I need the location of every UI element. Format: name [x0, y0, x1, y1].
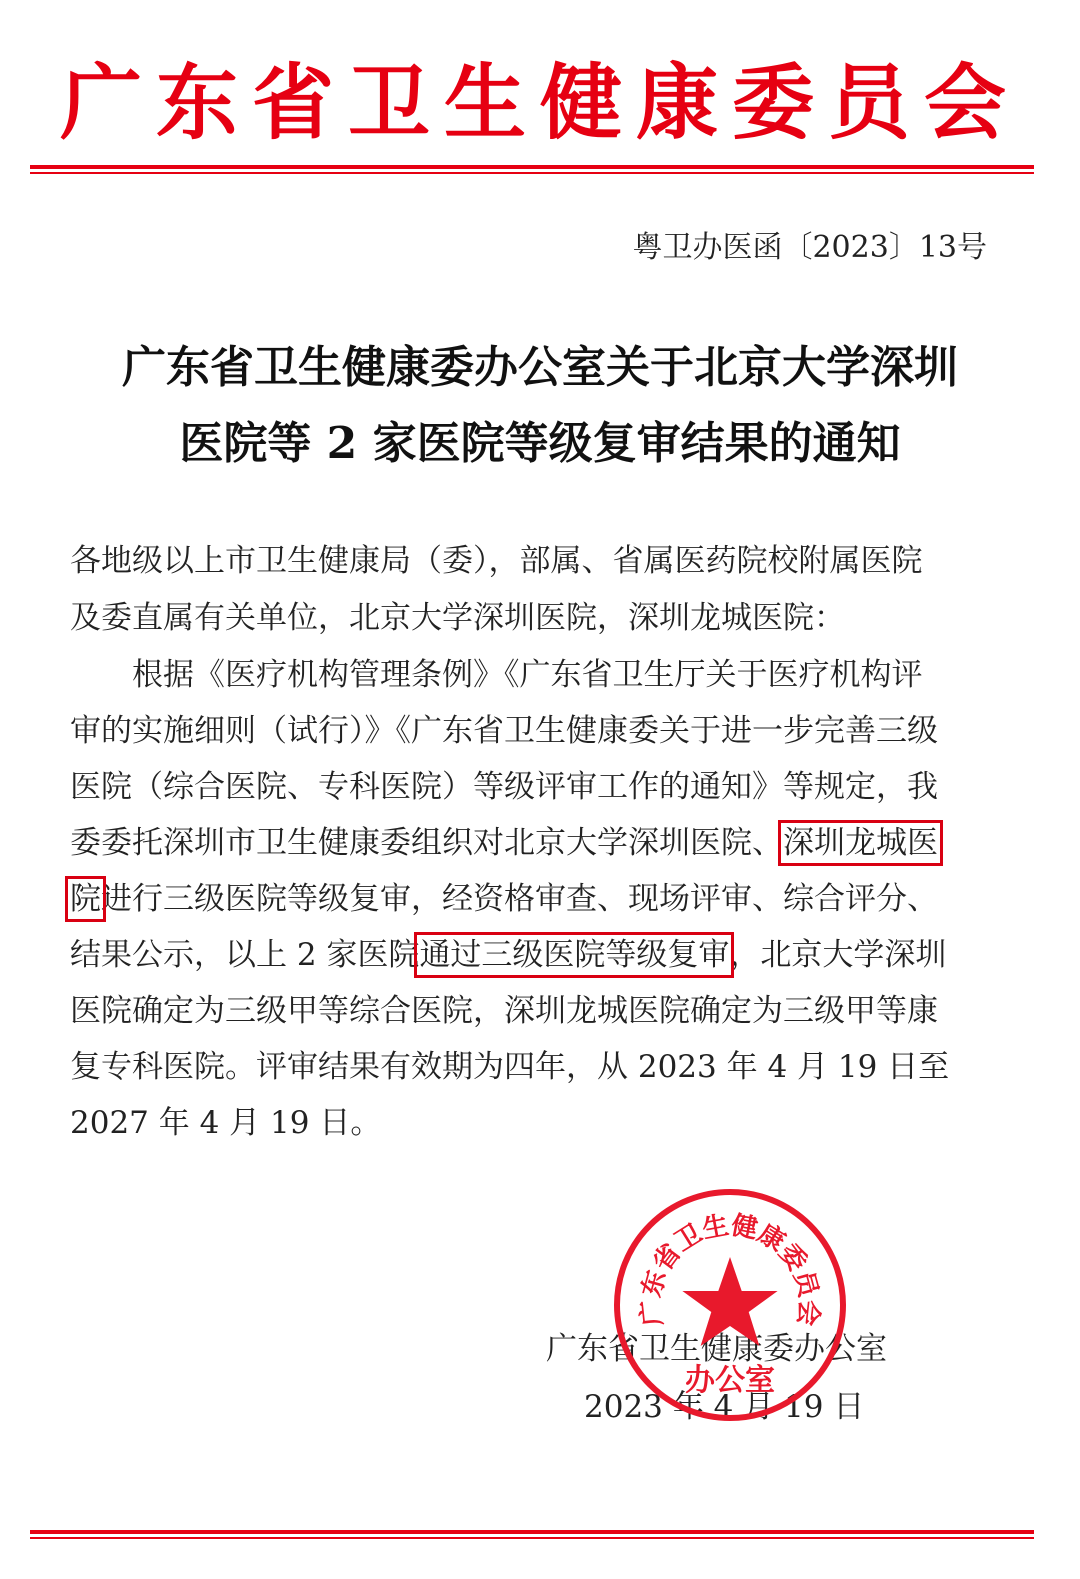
- body-line-4-text: 委委托深圳市卫生健康委组织对北京大学深圳医院、: [70, 825, 783, 861]
- body-line-6-text-post: ，北京大学深圳: [729, 937, 947, 973]
- body-line-5-text: 进行三级医院等级复审，经资格审查、现场评审、综合评分、: [101, 881, 938, 917]
- signature-date: 2023 年 4 月 19 日: [584, 1389, 865, 1425]
- body-line-3: 医院（综合医院、专科医院）等级评审工作的通知》等规定，我: [70, 769, 938, 805]
- body-line-5: [70, 874, 938, 924]
- document-number: 粤卫办医函〔2023〕13号: [632, 230, 987, 265]
- seal-bottom-text: 办公室: [685, 1363, 775, 1398]
- body-line-1: 根据《医疗机构管理条例》《广东省卫生厅关于医疗机构评: [132, 657, 923, 693]
- signature-org: 广东省卫生健康委办公室: [546, 1331, 887, 1367]
- body-line-4: [70, 818, 938, 868]
- highlight-box-passed-review: 通过三级医院等级复审: [419, 937, 730, 973]
- body-line-2: 审的实施细则（试行）》《广东省卫生健康委关于进一步完善三级: [70, 713, 938, 749]
- footer-rule-thick: [30, 1530, 1034, 1534]
- highlight-box-longcheng-part2: 院: [70, 881, 101, 917]
- official-seal: [610, 1185, 850, 1425]
- star-icon: [682, 1257, 777, 1346]
- document-title-line-1: 广东省卫生健康委办公室关于北京大学深圳: [122, 342, 958, 393]
- footer-rule-thin: [30, 1537, 1034, 1539]
- body-line-6-text-pre: 结果公示，以上 2 家医院: [70, 937, 420, 973]
- recipients-line-1: 各地级以上市卫生健康局（委），部属、省属医药院校附属医院: [70, 543, 923, 579]
- seal-arc-text: 广东省卫生健康委员会: [636, 1210, 824, 1328]
- header-rule-thin: [30, 172, 1034, 174]
- body-line-8: 复专科医院。评审结果有效期为四年，从 2023 年 4 月 19 日至: [70, 1049, 950, 1085]
- document-title-line-2: 医院等 2 家医院等级复审结果的通知: [179, 418, 901, 469]
- masthead-title: 广东省卫生健康委员会: [59, 55, 1020, 151]
- body-line-6: [70, 930, 946, 980]
- recipients-line-2: 及委直属有关单位，北京大学深圳医院，深圳龙城医院：: [70, 600, 845, 636]
- body-line-9: 2027 年 4 月 19 日。: [70, 1105, 382, 1141]
- header-rule-thick: [30, 165, 1034, 169]
- highlight-box-longcheng-part1: 深圳龙城医: [783, 825, 938, 861]
- body-line-7: 医院确定为三级甲等综合医院，深圳龙城医院确定为三级甲等康: [70, 993, 938, 1029]
